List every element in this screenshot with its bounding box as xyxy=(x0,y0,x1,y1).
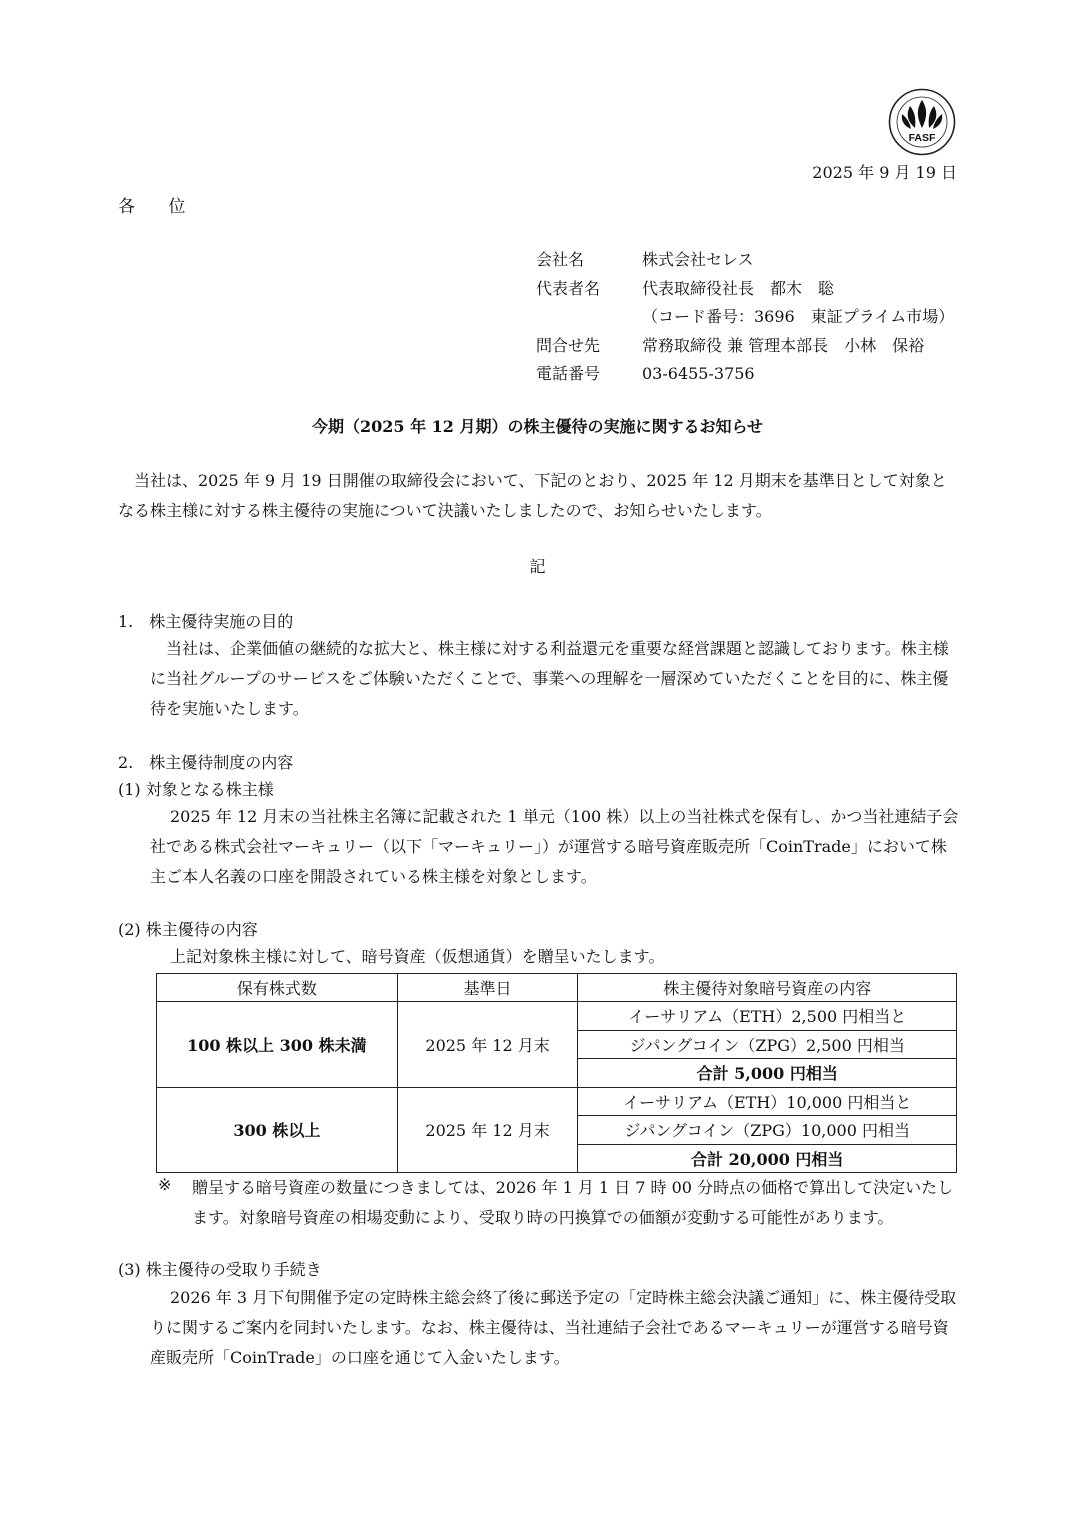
section2-sub2-heading: (2) 株主優待の内容 xyxy=(118,920,258,939)
issue-date: 2025 年 9 月 19 日 xyxy=(812,163,957,182)
table-row xyxy=(157,1087,957,1116)
section1-heading: 1. 株主優待実施の目的 xyxy=(118,612,294,631)
document-title: 今期（2025 年 12 月期）の株主優待の実施に関するお知らせ xyxy=(311,417,764,436)
benefit-total-cell: 合計 20,000 円相当 xyxy=(578,1144,957,1173)
company-info-value: 常務取締役 兼 管理本部長 小林 保裕 xyxy=(642,335,925,355)
benefit-line-cell: ジパングコイン（ZPG）10,000 円相当 xyxy=(578,1116,957,1145)
table-note: 贈呈する暗号資産の数量につきましては、2026 年 1 月 1 日 7 時 00 分時点の価格で算出して決定いたします。対象暗号資産の相場変動により、受取り時の円換算での価額が変動する可能性があります。 xyxy=(192,1178,954,1227)
table-header-row xyxy=(157,974,957,1002)
benefit-line-cell: イーサリアム（ETH）10,000 円相当と xyxy=(578,1087,957,1116)
table-header-cell: 株主優待対象暗号資産の内容 xyxy=(578,974,957,1002)
company-info-label: 会社名 xyxy=(536,250,585,269)
shares-cell: 100 株以上 300 株未満 xyxy=(157,1002,398,1088)
section2-sub2-lead: 上記対象株主様に対して、暗号資産（仮想通貨）を贈呈いたします。 xyxy=(170,947,665,966)
intro-paragraph: 当社は、2025 年 9 月 19 日開催の取締役会において、下記のとおり、2025 年 12 月期末を基準日として対象となる株主様に対する株主優待の実施について決議いたしましたので、お知らせいたします。 xyxy=(118,471,947,520)
section2-sub1-heading: (1) 対象となる株主様 xyxy=(118,780,274,799)
section2-sub3-heading: (3) 株主優待の受取り手続き xyxy=(118,1260,322,1279)
company-info-label: 問合せ先 xyxy=(536,335,601,355)
svg-text:FASF: FASF xyxy=(908,132,936,144)
company-info-label: 電話番号 xyxy=(536,364,601,383)
addressee: 各 位 xyxy=(118,197,200,217)
company-info-label: 代表者名 xyxy=(536,278,601,298)
company-info-value: 代表取締役社長 都木 聡 xyxy=(642,278,835,298)
table-header-cell: 保有株式数 xyxy=(157,974,398,1002)
table-header-cell: 基準日 xyxy=(397,974,578,1002)
ki-heading: 記 xyxy=(529,557,546,576)
section2-sub1-body: 2025 年 12 月末の当社株主名簿に記載された 1 単元（100 株）以上の当社株式を保有し、かつ当社連結子会社である株式会社マーキュリー（以下「マーキュリー」）が運営する暗号資産販売所「CoinTrade」において株主ご本人名義の口座を開設されている株主様を対象とします。 xyxy=(150,807,959,886)
benefit-line-cell: イーサリアム（ETH）2,500 円相当と xyxy=(578,1002,957,1031)
section1-body: 当社は、企業価値の継続的な拡大と、株主様に対する利益還元を重要な経営課題と認識しております。株主様に当社グループのサービスをご体験いただくことで、事業への理解を一層深めていただくことを目的に、株主優待を実施いたします。 xyxy=(150,639,949,718)
section2-heading: 2. 株主優待制度の内容 xyxy=(118,753,294,772)
note-mark: ※ xyxy=(158,1175,172,1194)
benefit-line-cell: ジパングコイン（ZPG）2,500 円相当 xyxy=(578,1030,957,1059)
table-row xyxy=(157,1002,957,1031)
company-info-value: 03-6455-3756 xyxy=(642,364,755,383)
shares-cell: 300 株以上 xyxy=(157,1087,398,1173)
benefit-total-cell: 合計 5,000 円相当 xyxy=(578,1059,957,1088)
company-info-value: （コード番号：3696 東証プライム市場） xyxy=(642,307,955,326)
privilege-table xyxy=(156,973,957,1173)
record-date-cell: 2025 年 12 月末 xyxy=(397,1087,578,1173)
record-date-cell: 2025 年 12 月末 xyxy=(397,1002,578,1088)
section2-sub3-body: 2026 年 3 月下旬開催予定の定時株主総会終了後に郵送予定の「定時株主総会決議ご通知」に、株主優待受取りに関するご案内を同封いたします。なお、株主優待は、当社連結子会社であるマーキュリーが運営する暗号資産販売所「CoinTrade」の口座を通じて入金いたします。 xyxy=(150,1288,957,1367)
company-info-value: 株式会社セレス xyxy=(642,250,754,269)
fasf-seal-logo xyxy=(888,88,956,156)
